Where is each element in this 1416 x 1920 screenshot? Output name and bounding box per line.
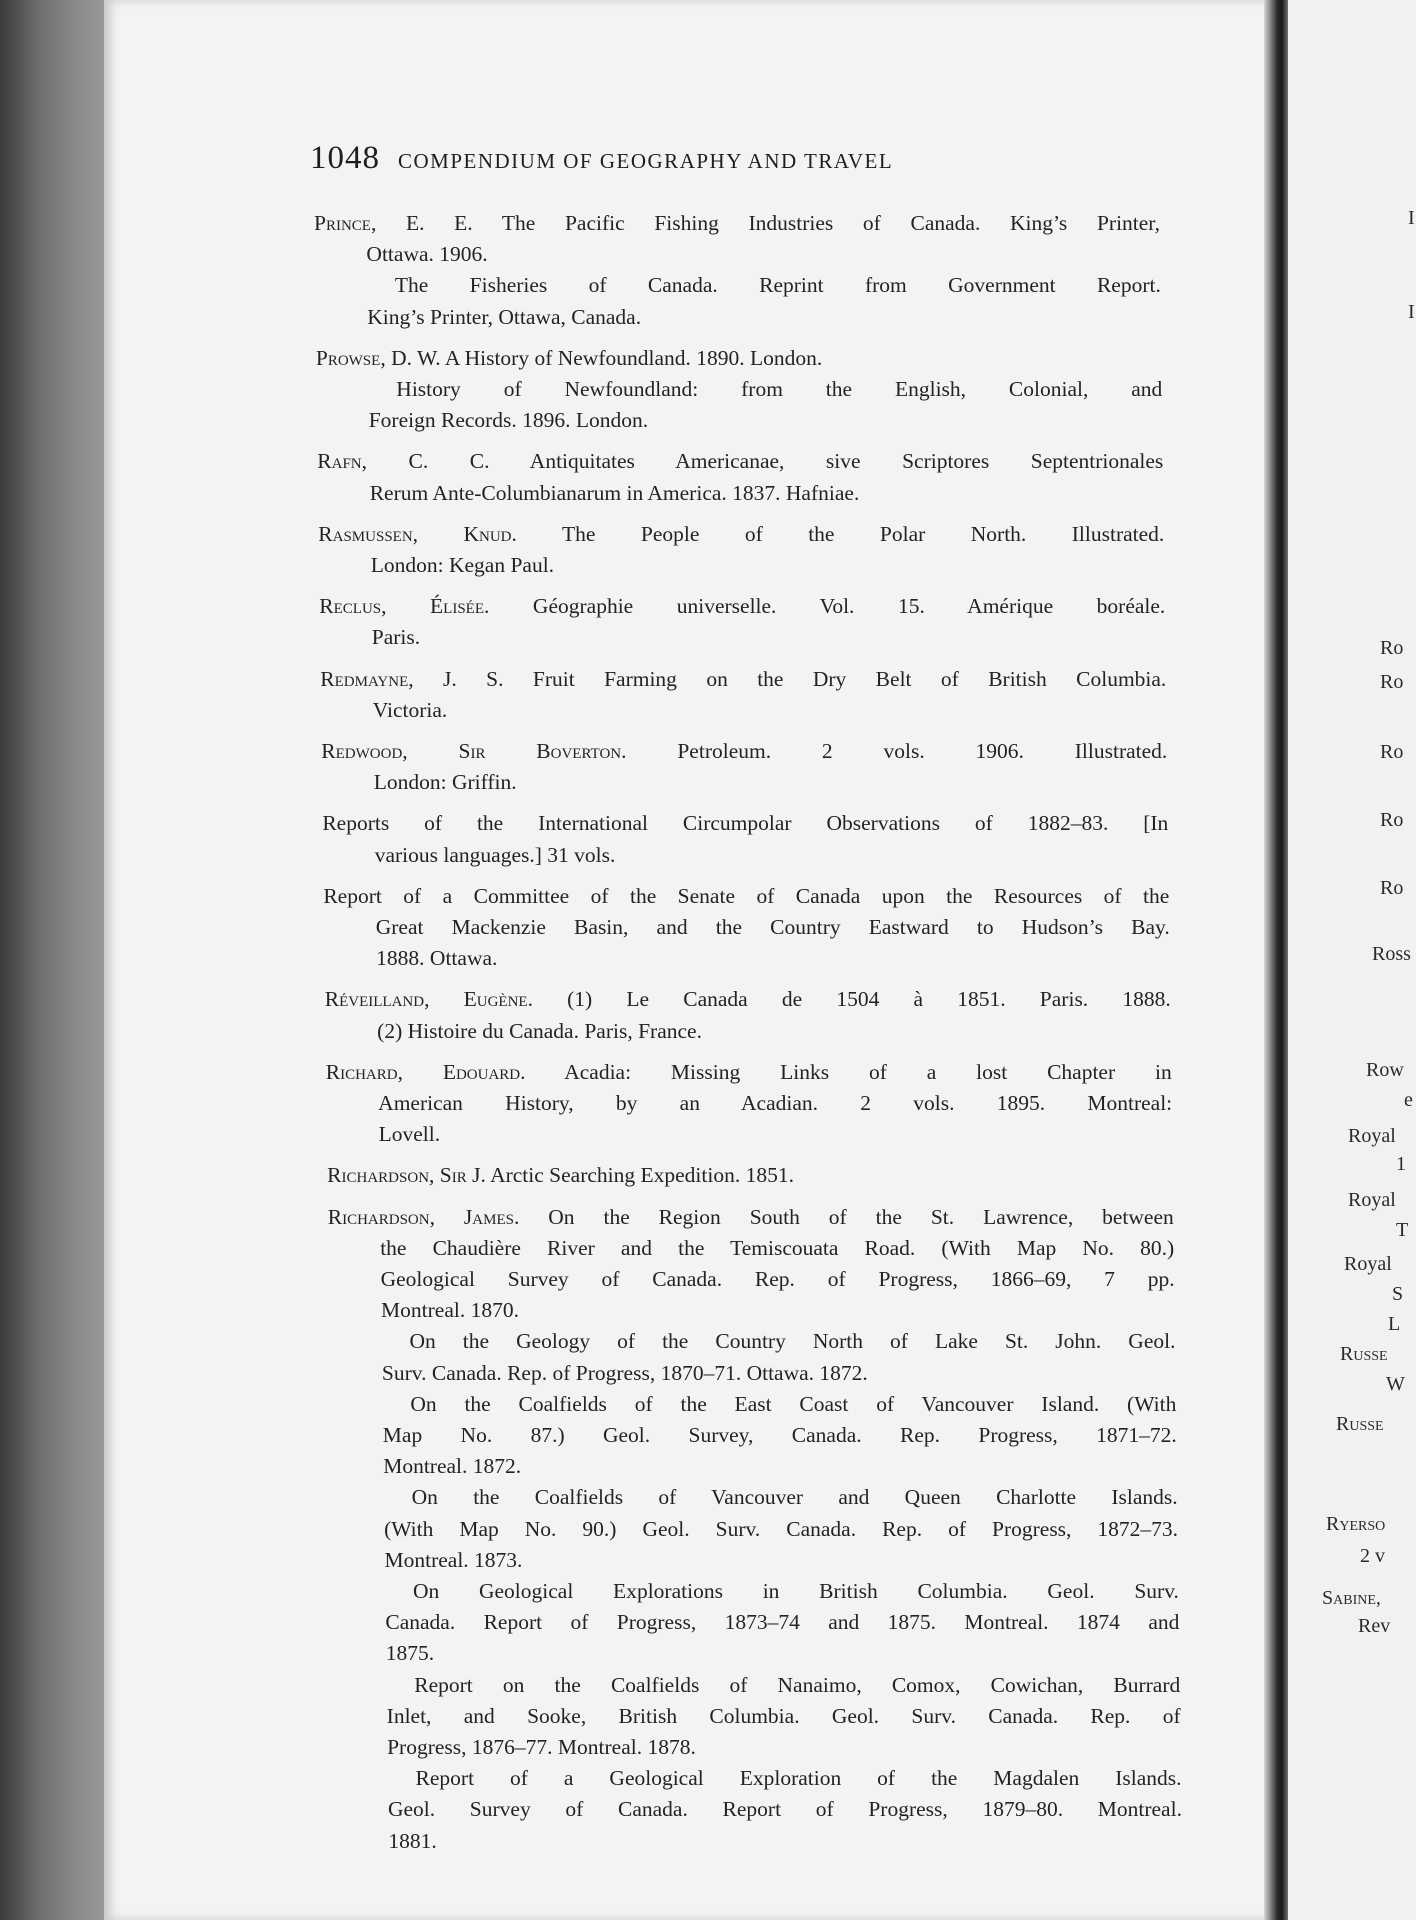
entry-text: On Geological Explorations in British Columbia. Geol. Surv. bbox=[412, 1579, 1179, 1603]
entry-continuation-line bbox=[409, 1326, 1175, 1356]
entry-continuation-line bbox=[367, 302, 1161, 332]
entry-text: Great Mackenzie Basin, and the Country Eastward to Hudson’s Bay. bbox=[375, 915, 1170, 939]
entry-text: London: Kegan Paul. bbox=[370, 553, 555, 577]
entry-text: Report of a Geological Exploration of the Magdalen Islands. bbox=[415, 1766, 1182, 1791]
entry-author: Redmayne, J. S. bbox=[320, 666, 504, 691]
entry-text: 1888. Ottawa. bbox=[376, 946, 498, 971]
entry-text: Rerum Ante-Columbianarum in America. 1837. Hafniae. bbox=[369, 480, 860, 505]
facing-page-fragment: Ro bbox=[1380, 741, 1404, 763]
entry-text: History of Newfoundland: from the English, Colonial, and bbox=[396, 377, 1163, 401]
entry-text: Surv. Canada. Rep. of Progress, 1870–71. Ottawa. 1872. bbox=[381, 1360, 868, 1385]
entry-text: A History of Newfoundland. 1890. London. bbox=[444, 345, 823, 370]
entry-text: London: Griffin. bbox=[373, 770, 517, 795]
entry-author: Réveilland, Eugène. bbox=[324, 987, 533, 1012]
entry-continuation-line bbox=[414, 1670, 1180, 1700]
entry-text: On the Region South of the St. Lawrence, between bbox=[548, 1204, 1174, 1229]
entry-text: Montreal. 1870. bbox=[381, 1298, 519, 1323]
entry-first-line bbox=[328, 1202, 1174, 1232]
entry-continuation-line bbox=[384, 1514, 1178, 1544]
entry-continuation-line bbox=[366, 239, 1160, 269]
entry-text: Petroleum. 2 vols. 1906. Illustrated. bbox=[677, 739, 1168, 763]
facing-page-fragment: Ro bbox=[1380, 877, 1404, 899]
facing-page-fragment: T bbox=[1396, 1219, 1409, 1241]
facing-page-fragment: Russe bbox=[1340, 1343, 1388, 1365]
entry-text: various languages.] 31 vols. bbox=[374, 842, 616, 867]
entry-continuation-line bbox=[396, 374, 1162, 404]
facing-page-fragment: Ro bbox=[1380, 637, 1404, 659]
entry-text: Arctic Searching Expedition. 1851. bbox=[490, 1163, 794, 1188]
entry-continuation-line bbox=[375, 840, 1169, 870]
entry-first-line bbox=[321, 736, 1167, 766]
book-spine bbox=[0, 0, 108, 1920]
entry-text: Report on the Coalfields of Nanaimo, Comox, Cowichan, Burrard bbox=[414, 1672, 1181, 1697]
entry-first-line bbox=[318, 519, 1164, 549]
entry-text: Reports of the International Circumpolar Observations of 1882–83. [In bbox=[322, 811, 1169, 836]
entry-author: Redwood, Sir Boverton. bbox=[321, 739, 627, 763]
facing-page-fragment: I bbox=[1408, 301, 1415, 323]
entry-continuation-line bbox=[413, 1576, 1179, 1606]
entry-text: Geol. Survey of Canada. Report of Progress, 1879–80. Montreal. bbox=[387, 1797, 1182, 1822]
entry-first-line bbox=[314, 208, 1160, 238]
entry-continuation-line bbox=[388, 1794, 1182, 1824]
entry-text: Map No. 87.) Geol. Survey, Canada. Rep. Progress, 1871–72. bbox=[382, 1423, 1177, 1447]
facing-page-fragment: Sabine, bbox=[1322, 1587, 1381, 1609]
facing-page-fragment: L bbox=[1388, 1313, 1401, 1335]
entry-text: Report of a Committee of the Senate of Canada upon the Resources of the bbox=[323, 883, 1170, 908]
entry-first-line bbox=[325, 984, 1171, 1014]
entry-first-line bbox=[326, 1057, 1172, 1087]
entry-text: Victoria. bbox=[372, 697, 448, 722]
entry-text: 1881. bbox=[388, 1828, 437, 1853]
entry-continuation-line bbox=[372, 622, 1166, 652]
entry-text: Antiquitates Americanae, sive Scriptores Septentrionales bbox=[529, 449, 1164, 474]
entry-continuation-line bbox=[383, 1420, 1177, 1450]
entry-continuation-line bbox=[387, 1701, 1181, 1731]
entry-text: Géographie universelle. Vol. 15. Amérique boréale. bbox=[532, 594, 1166, 619]
entry-text: Montreal. 1872. bbox=[383, 1454, 522, 1479]
entry-continuation-line bbox=[377, 1016, 1171, 1046]
entry-text: The Pacific Fishing Industries of Canada. King’s Printer, bbox=[501, 211, 1160, 235]
entry-text: Foreign Records. 1896. London. bbox=[368, 408, 649, 433]
entry-text: The People of the Polar North. Illustrated. bbox=[561, 521, 1165, 546]
entry-text: The Fisheries of Canada. Reprint from Government Report. bbox=[394, 273, 1161, 298]
entry-text: On the Geology of the Country North of Lake St. John. Geol. bbox=[409, 1329, 1176, 1354]
entry-continuation-line bbox=[381, 1295, 1175, 1325]
facing-page-fragment: e bbox=[1404, 1089, 1413, 1111]
entry-first-line bbox=[323, 881, 1169, 911]
entry-text: On the Coalfields of Vancouver and Queen Charlotte Islands. bbox=[411, 1485, 1178, 1510]
entry-first-line bbox=[319, 591, 1165, 621]
entry-text: (With Map No. 90.) Geol. Surv. Canada. Rep. of Progress, 1872–73. bbox=[384, 1516, 1179, 1541]
entry-continuation-line bbox=[371, 550, 1165, 580]
entry-first-line bbox=[316, 343, 1162, 373]
entry-continuation-line bbox=[385, 1607, 1179, 1637]
entry-continuation-line bbox=[374, 767, 1168, 797]
entry-continuation-line bbox=[369, 405, 1163, 435]
entry-author: Rafn, C. C. bbox=[317, 449, 490, 474]
entry-continuation-line bbox=[395, 270, 1161, 300]
entry-continuation-line bbox=[379, 1119, 1173, 1149]
facing-page-fragment: Ryerso bbox=[1326, 1513, 1386, 1535]
facing-page-fragment: Russe bbox=[1336, 1413, 1384, 1435]
entry-continuation-line bbox=[370, 478, 1164, 508]
entry-text: Acadia: Missing Links of a lost Chapter in bbox=[564, 1059, 1172, 1084]
entry-continuation-line bbox=[381, 1264, 1175, 1294]
entry-continuation-line bbox=[383, 1451, 1177, 1481]
entry-author: Rasmussen, Knud. bbox=[318, 521, 517, 546]
facing-page-fragment: W bbox=[1386, 1373, 1405, 1395]
entry-first-line bbox=[327, 1160, 1173, 1190]
entry-text: American History, by an Acadian. 2 vols. 1895. Montreal: bbox=[378, 1091, 1173, 1115]
entry-continuation-line bbox=[382, 1358, 1176, 1388]
entry-continuation-line bbox=[378, 1088, 1172, 1118]
entry-first-line bbox=[320, 664, 1166, 694]
facing-page-fragment: Royal bbox=[1348, 1189, 1396, 1211]
entry-text: Geological Survey of Canada. Rep. of Progress, 1866–69, 7 pp. bbox=[380, 1267, 1175, 1291]
entry-text: the Chaudière River and the Temiscouata Road. (With Map No. 80.) bbox=[380, 1235, 1175, 1260]
entry-text: King’s Printer, Ottawa, Canada. bbox=[367, 304, 642, 329]
entry-continuation-line bbox=[376, 912, 1170, 942]
entry-continuation-line bbox=[416, 1763, 1182, 1793]
facing-page-fragment: Ro bbox=[1380, 809, 1404, 831]
entry-text: Lovell. bbox=[378, 1122, 441, 1147]
running-head bbox=[310, 140, 1050, 184]
entry-continuation-line bbox=[386, 1638, 1180, 1668]
facing-page-fragment: Royal bbox=[1348, 1125, 1396, 1147]
entry-text: Canada. Report of Progress, 1873–74 and 1875. Montreal. 1874 and bbox=[385, 1610, 1180, 1635]
entry-continuation-line bbox=[387, 1732, 1181, 1762]
entry-continuation-line bbox=[412, 1482, 1178, 1512]
facing-page-fragment: S bbox=[1392, 1283, 1404, 1305]
entry-author: Reclus, Élisée. bbox=[319, 594, 490, 619]
entry-text: Paris. bbox=[371, 625, 421, 650]
facing-page-fragment: Royal bbox=[1344, 1253, 1392, 1275]
entry-continuation-line bbox=[410, 1389, 1176, 1419]
entry-text: Progress, 1876–77. Montreal. 1878. bbox=[387, 1735, 696, 1759]
entry-first-line bbox=[322, 808, 1168, 838]
entry-first-line bbox=[317, 446, 1163, 476]
entry-text: Ottawa. 1906. bbox=[366, 242, 488, 267]
entry-author: Richardson, Sir J. bbox=[327, 1163, 486, 1188]
facing-page-fragment: Rev bbox=[1358, 1615, 1391, 1637]
facing-page-fragment: Row bbox=[1366, 1059, 1404, 1081]
entry-continuation-line bbox=[373, 695, 1167, 725]
entry-text: Inlet, and Sooke, British Columbia. Geol. Surv. Canada. Rep. of bbox=[386, 1703, 1181, 1728]
entry-text: (2) Histoire du Canada. Paris, France. bbox=[377, 1018, 702, 1043]
facing-page-fragment: Ross bbox=[1372, 943, 1411, 965]
facing-page-fragment: Ro bbox=[1380, 671, 1404, 693]
entry-text: On the Coalfields of the East Coast of Vancouver Island. (With bbox=[410, 1391, 1177, 1416]
entry-text: Montreal. 1873. bbox=[384, 1547, 523, 1572]
entry-continuation-line bbox=[385, 1545, 1179, 1575]
facing-page-fragment: 2 v bbox=[1360, 1545, 1385, 1567]
entry-text: Fruit Farming on the Dry Belt of British Columbia. bbox=[532, 666, 1167, 691]
entry-continuation-line bbox=[376, 943, 1170, 973]
entry-author: Richard, Edouard. bbox=[325, 1059, 526, 1084]
page-number: 1048 bbox=[310, 140, 380, 176]
entry-text: (1) Le Canada de 1504 à 1851. Paris. 1888. bbox=[567, 987, 1171, 1012]
entry-continuation-line bbox=[380, 1233, 1174, 1263]
entry-author: Prowse, D. W. bbox=[315, 345, 441, 370]
entry-text: 1875. bbox=[385, 1641, 435, 1666]
entry-author: Prince, E. E. bbox=[314, 211, 473, 235]
entry-author: Richardson, James. bbox=[327, 1204, 520, 1229]
facing-page-fragment: I bbox=[1408, 207, 1415, 229]
page-title: COMPENDIUM OF GEOGRAPHY AND TRAVEL bbox=[398, 149, 894, 173]
facing-page-fragment: 1 bbox=[1396, 1153, 1406, 1175]
entry-continuation-line bbox=[388, 1826, 1182, 1856]
